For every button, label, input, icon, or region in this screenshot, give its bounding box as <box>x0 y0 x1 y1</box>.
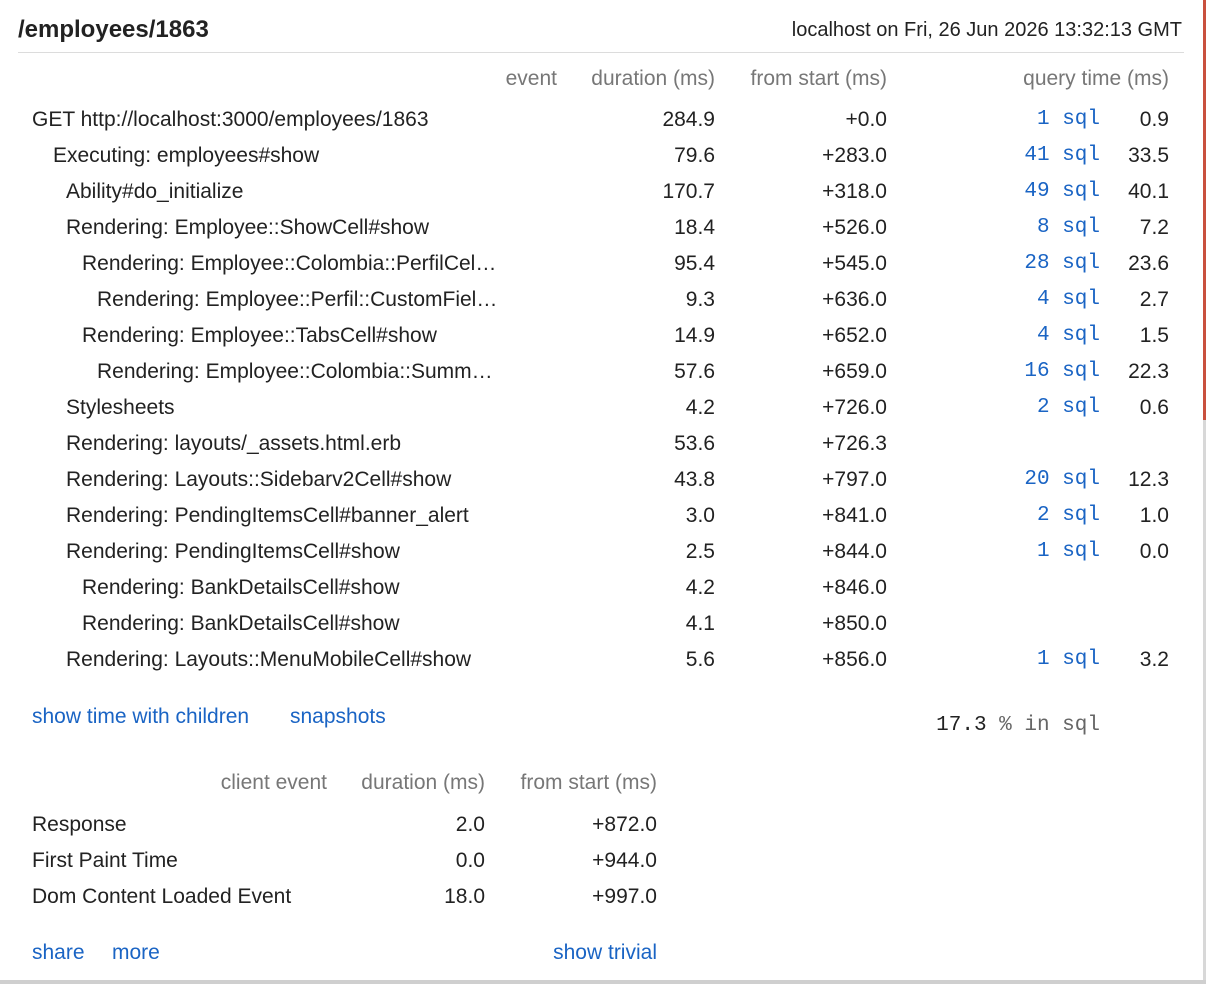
event-name: Rendering: BankDetailsCell#show <box>82 576 400 599</box>
more-link[interactable]: more <box>112 941 160 964</box>
col-header-query-time: query time (ms) <box>1023 67 1169 90</box>
share-link[interactable]: share <box>32 941 85 964</box>
event-from-start: +318.0 <box>822 180 887 203</box>
sql-percent-suffix: % in sql <box>999 714 1100 737</box>
event-from-start: +726.0 <box>822 396 887 419</box>
client-event-duration: 2.0 <box>455 813 485 836</box>
event-duration: 5.6 <box>685 648 715 671</box>
event-duration: 79.6 <box>674 144 715 167</box>
show-time-with-children-link[interactable]: show time with children <box>32 705 250 728</box>
event-from-start: +726.3 <box>822 432 887 455</box>
client-col-header-event: client event <box>220 771 327 794</box>
event-from-start: +283.0 <box>822 144 887 167</box>
event-from-start: +636.0 <box>822 288 887 311</box>
sql-count-link[interactable]: 4 sql <box>1036 288 1100 311</box>
event-from-start: +526.0 <box>822 216 887 239</box>
window-bottom-edge <box>0 980 1206 984</box>
event-from-start: +0.0 <box>845 108 887 131</box>
event-from-start: +856.0 <box>822 648 887 671</box>
event-from-start: +844.0 <box>822 540 887 563</box>
show-trivial-link[interactable]: show trivial <box>553 941 657 964</box>
query-time: 0.6 <box>1139 396 1169 419</box>
sql-count-link[interactable]: 28 sql <box>1024 252 1100 275</box>
event-duration: 57.6 <box>674 360 715 383</box>
event-duration: 170.7 <box>662 180 715 203</box>
sql-count-link[interactable]: 16 sql <box>1024 360 1100 383</box>
query-time: 40.1 <box>1128 180 1169 203</box>
query-time: 2.7 <box>1139 288 1169 311</box>
client-event-from-start: +997.0 <box>592 885 657 908</box>
query-time: 23.6 <box>1128 252 1169 275</box>
query-time: 1.5 <box>1139 324 1169 347</box>
event-from-start: +545.0 <box>822 252 887 275</box>
snapshots-link[interactable]: snapshots <box>290 705 386 728</box>
event-duration: 18.4 <box>674 216 715 239</box>
client-event-name: Response <box>32 813 127 836</box>
query-time: 0.0 <box>1139 540 1169 563</box>
profiler-header <box>18 14 1184 53</box>
event-name: Executing: employees#show <box>53 144 320 167</box>
query-time: 22.3 <box>1128 360 1169 383</box>
event-name: Rendering: Employee::Perfil::CustomFiel… <box>97 288 498 311</box>
event-from-start: +846.0 <box>822 576 887 599</box>
event-duration: 3.0 <box>685 504 715 527</box>
event-name: Rendering: PendingItemsCell#show <box>66 540 400 563</box>
event-name: GET http://localhost:3000/employees/1863 <box>32 108 429 131</box>
client-event-duration: 0.0 <box>455 849 485 872</box>
query-time: 3.2 <box>1139 648 1169 671</box>
event-duration: 9.3 <box>685 288 715 311</box>
event-name: Ability#do_initialize <box>66 180 244 203</box>
query-time: 1.0 <box>1139 504 1169 527</box>
sql-count-link[interactable]: 1 sql <box>1036 540 1100 563</box>
event-duration: 4.1 <box>685 612 715 635</box>
event-name: Rendering: Employee::TabsCell#show <box>82 324 437 347</box>
sql-count-link[interactable]: 41 sql <box>1024 144 1100 167</box>
event-name: Rendering: Employee::Colombia::Summ… <box>97 360 493 383</box>
client-event-name: First Paint Time <box>32 849 178 872</box>
sql-summary <box>880 713 1100 739</box>
client-event-name: Dom Content Loaded Event <box>32 885 292 908</box>
col-header-event: event <box>505 67 557 90</box>
col-header-from-start: from start (ms) <box>750 67 887 90</box>
client-event-duration: 18.0 <box>444 885 485 908</box>
client-col-header-duration: duration (ms) <box>361 771 485 794</box>
event-duration: 53.6 <box>674 432 715 455</box>
event-name: Stylesheets <box>66 396 175 419</box>
event-name: Rendering: Employee::ShowCell#show <box>66 216 430 239</box>
event-duration: 284.9 <box>662 108 715 131</box>
sql-count-link[interactable]: 2 sql <box>1036 396 1100 419</box>
event-duration: 4.2 <box>685 576 715 599</box>
event-name: Rendering: PendingItemsCell#banner_alert <box>66 504 469 527</box>
col-header-duration: duration (ms) <box>591 67 715 90</box>
event-name: Rendering: layouts/_assets.html.erb <box>66 432 402 455</box>
page-title: /employees/1863 <box>18 16 209 43</box>
sql-count-link[interactable]: 1 sql <box>1036 108 1100 131</box>
client-event-from-start: +944.0 <box>592 849 657 872</box>
query-time: 0.9 <box>1139 108 1169 131</box>
event-name: Rendering: Layouts::MenuMobileCell#show <box>66 648 472 671</box>
event-name: Rendering: Employee::Colombia::PerfilCel… <box>82 252 497 275</box>
client-event-from-start: +872.0 <box>592 813 657 836</box>
event-duration: 4.2 <box>685 396 715 419</box>
event-from-start: +841.0 <box>822 504 887 527</box>
event-from-start: +659.0 <box>822 360 887 383</box>
event-name: Rendering: Layouts::Sidebarv2Cell#show <box>66 468 452 491</box>
event-from-start: +797.0 <box>822 468 887 491</box>
event-from-start: +652.0 <box>822 324 887 347</box>
sql-count-link[interactable]: 1 sql <box>1036 648 1100 671</box>
sql-count-link[interactable]: 49 sql <box>1024 180 1100 203</box>
event-duration: 14.9 <box>674 324 715 347</box>
sql-count-link[interactable]: 2 sql <box>1036 504 1100 527</box>
server-info: localhost on Fri, 26 Jun 2026 13:32:13 GMT <box>791 19 1182 41</box>
query-time: 7.2 <box>1139 216 1169 239</box>
sql-count-link[interactable]: 20 sql <box>1024 468 1100 491</box>
event-name: Rendering: BankDetailsCell#show <box>82 612 400 635</box>
query-time: 12.3 <box>1128 468 1169 491</box>
event-duration: 2.5 <box>685 540 715 563</box>
sql-count-link[interactable]: 8 sql <box>1036 216 1100 239</box>
sql-percent: 17.3 <box>936 714 987 737</box>
event-from-start: +850.0 <box>822 612 887 635</box>
event-duration: 43.8 <box>674 468 715 491</box>
client-col-header-from-start: from start (ms) <box>520 771 657 794</box>
event-duration: 95.4 <box>674 252 715 275</box>
query-time: 33.5 <box>1128 144 1169 167</box>
sql-count-link[interactable]: 4 sql <box>1036 324 1100 347</box>
